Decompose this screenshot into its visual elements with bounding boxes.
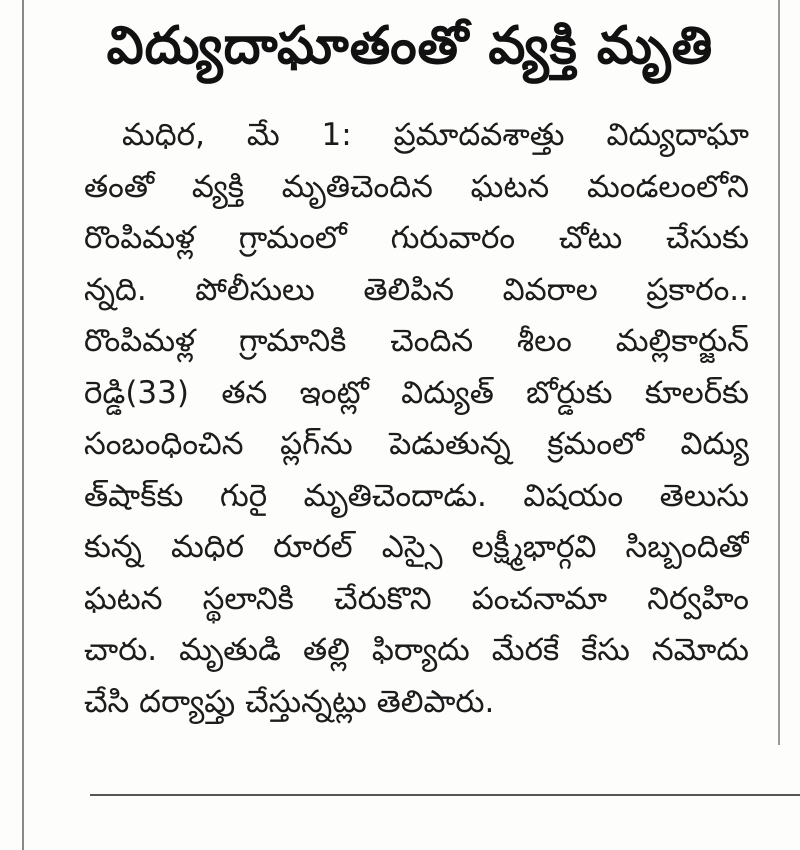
- article-body-line: చారు. మృతుడి తల్లి ఫిర్యాదు మేరకే కేసు నమోదు: [84, 632, 749, 668]
- cropped-previous-text: [120, 0, 680, 2]
- article-body-line: సంబంధించిన ప్లగ్‌ను పెడుతున్న క్రమంలో విద్యు: [84, 426, 749, 462]
- right-column-rule: [778, 0, 780, 745]
- article-body-line: త్‌షాక్‌కు గురై మృతిచెందాడు. విషయం తెలుసు: [84, 477, 749, 514]
- article-body-line: ఘటన స్థలానికి చేరుకొని పంచనామా నిర్వహిం: [84, 580, 749, 617]
- article-body-line: తంతో వ్యక్తి మృతిచెందిన ఘటన మండలంలోని: [84, 168, 749, 205]
- article-body-line: కున్న మధిర రూరల్ ఎస్సై లక్ష్మీభార్గవి సిబ్బందితో: [84, 529, 749, 565]
- article-body: [84, 110, 749, 728]
- article-body-line: రొంపిమళ్ల గ్రామానికి చెందిన శీలం మల్లికార్జున్: [84, 323, 749, 359]
- article-body-line: చేసి దర్యాప్తు చేస్తున్నట్లు తెలిపారు.: [84, 683, 495, 720]
- bottom-separator-rule: [90, 794, 800, 796]
- article-body-line: న్నది. పోలీసులు తెలిపిన వివరాల ప్రకారం..: [84, 271, 749, 308]
- article-body-line: మధిర, మే 1: ప్రమాదవశాత్తు విద్యుదాఘా: [122, 117, 749, 153]
- article-body-line: రొంపిమళ్ల గ్రామంలో గురువారం చోటు చేసుకు: [84, 220, 749, 256]
- article-headline: విద్యుదాఘాతంతో వ్యక్తి మృతి: [106, 16, 714, 76]
- left-column-rule: [22, 0, 24, 850]
- article-body-line: రెడ్డి(33) తన ఇంట్లో విద్యుత్ బోర్డుకు కూలర్‌కు: [84, 374, 749, 411]
